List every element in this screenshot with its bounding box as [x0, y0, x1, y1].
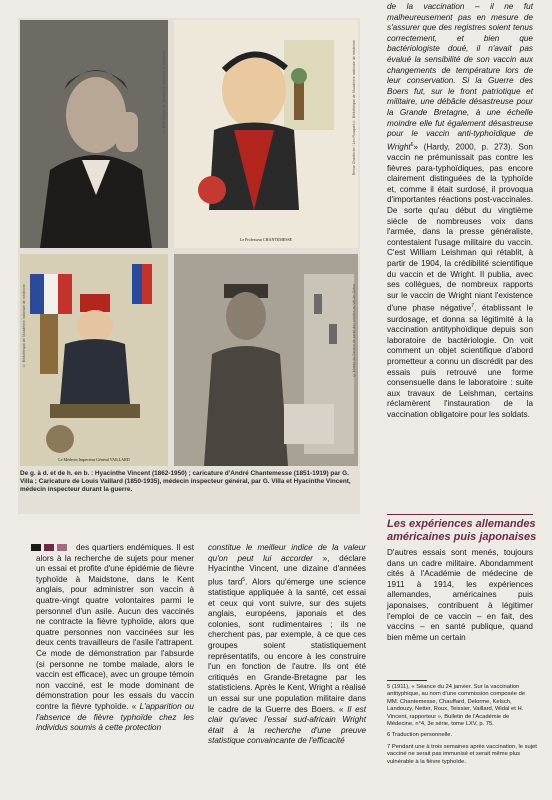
caricature-illustration	[174, 20, 358, 248]
body-text: , établissant le surdosage, et donna sa légitimité à la vaccination antityphoïdique depuis son laboratoire de bactériologie. On voit comment un objet scientifique d'abord prometteur a connu un discrédit par des essais puis retrouvé une forme consensuelle dans le laboratoire : suite aux travaux de Leishman, certains réclamèrent l'instauration de la vaccination obligatoire pour les soldats.	[387, 304, 533, 420]
portrait-vincent-uniform	[174, 254, 358, 466]
photo-caption: De g. à d. et de h. en b. : Hyacinthe Vincent (1862-1950) ; caricature d'André Chantemesse (1851-1919) par G. Villa ; Caricature de Louis Vaillard (1850-1935), médecin inspecteur général, par G. Villa et Hyacinthe Vincent, médecin inspecteur durant la guerre.	[20, 470, 351, 493]
footnote-ref: 6	[410, 141, 414, 148]
photo-collage	[18, 18, 360, 514]
caricature-vaillard	[20, 254, 168, 466]
caricature-chantemesse	[174, 20, 358, 248]
photo-credit: © Musée du Service de santé des armées au Val-de-Grâce	[352, 284, 356, 378]
footnote-ref: 7	[471, 303, 475, 310]
paragraph	[387, 2, 533, 421]
footnote: 5 (1911), « Séance du 24 janvier. Sur la vaccination antityphique, au nom d'une commission composée de MM. Chantemesse, Chauffard, Delorme, Kelsch, Landouzy, Netter, Roux, Teissier, Vaillard, Widal et H. Vincent, rapporteur », Bulletin de l'Académie de Médecine, n°4, 3e série, tome LXV, p. 75.	[387, 684, 526, 728]
quote-text: constitue le meilleur indice de la valeur qu'on peut lui accorder	[208, 543, 366, 563]
text-column-bottom-left	[36, 543, 194, 734]
paragraph	[36, 543, 194, 734]
paragraph	[208, 543, 366, 747]
paragraph: D'autres essais sont menés, toujours dans un cadre militaire. Abondamment cités à l'Académie de médecine de 1911 à 1914, les expériences allemandes, américaines puis japonaises, contribuent à légitimer l'emploi de ce vaccin – en fait, des vaccins – en santé publique, quand bien même un certain	[387, 548, 533, 642]
text-column-right-top	[387, 2, 533, 421]
photo-credit: © Bibliothèque de l'Académie nationale de médecine	[22, 284, 26, 368]
body-text: . Alors qu'émerge une science statistique appliquée à la santé, cet essai et ceux qui vont suivre, sur des sujets anglais, européens, japonais et des colonies, sont rudimentaires ; ils ne cherchent pas, par exemple, à ce que ces groupes soient statistiquement représentatifs, ou encore à les construire l'un en fonction de l'autre. Ils ont été critiqués en Grande-Bretagne par les statisticiens. Après le Kent, Wright a réalisé un essai sur une population militaire dans le cadre de la Guerre des Boers. «	[208, 577, 366, 714]
quote-text: Il est clair qu'avec l'essai sud-africain Wright était à la recherche d'une preuve statistique convaincante de l'efficacité	[208, 704, 366, 746]
photo-credit: Revue Chantecler / Leo Rouquet © Bibliothèque de l'Académie nationale de médecine	[352, 40, 356, 176]
photo-credit: © Bibliothèque de l'Académie nationale de médecine	[162, 50, 166, 134]
heading-rule	[387, 514, 533, 515]
section-heading: Les expériences allemandes américaines puis japonaises	[387, 518, 537, 543]
caricature-illustration	[20, 254, 168, 466]
cartoon-title: Le Médecin Inspecteur Général VAILLARD	[58, 457, 130, 462]
body-text: » (Hardy, 2000, p. 273). Son vaccin ne prémunissait pas contre les fièvres para-typhoïdiques, pas encore clairement distinguées de la typhoïde et, comme il était surdosé, il provoqua d'importantes réactions post-vaccinales. De sorte qu'au début du vingtième siècle de nombreuses voix dans l'armée, dans la presse généraliste, contestaient l'usage militaire du vaccin. C'est William Leishman qui rétablit, à partir de 1904, la crédibilité scientifique du vaccin et de Wright. Il publia, avec ses collègues, de nombreux rapports sur le vaccin de Wright niant l'existence d'une phase négative	[387, 142, 533, 314]
text-column-bottom-middle	[208, 543, 366, 747]
text-column-right-bottom	[387, 548, 533, 643]
portrait-illustration	[20, 20, 168, 248]
quote-text: L'apparition ou l'absence de fièvre typhoïde chez les individus soumis à cette protection	[36, 701, 194, 733]
footnote: 7 Pendant une à trois semaines après vaccination, le sujet vacciné ne serait pas immunisé et serait même plus vulnérable à la fièvre typhoïde.	[387, 743, 537, 765]
body-text: », déclare Hyacinthe Vincent, une dizaine d'années plus tard	[208, 553, 366, 587]
cartoon-title: Le Professeur CHANTEMESSE	[239, 237, 293, 242]
body-text: des quartiers endémiques. Il est alors à la recherche de sujets pour mener un essai et profite d'une épidémie de fièvre typhoïde à Maidstone, dans le Kent anglais, pour administrer son vaccin à quatre-vingt quatre volontaires parmi le personnel d'un asile. Aucun des vaccinés ne contracte la fièvre typhoïde, alors que quatre personnes non vaccinées sur les deux cents travailleurs de l'asile l'attrapent. Ce mode de démonstration par l'absurde (si personne ne tombe malade, alors le vaccin est efficace), avec un groupe témoin non vacciné, est le mode dominant de démonstration pour les essais du vaccin contre la fièvre typhoïde. «	[36, 543, 194, 711]
footnote-ref: 5	[242, 576, 246, 583]
quote-text: de la vaccination	[387, 2, 465, 11]
portrait-illustration	[174, 254, 358, 466]
quote-text: – il ne fut malheureusement pas en mesure de s'assurer que des registres soient tenus correctement, et bien que bactériologiste doué, il n'avait pas évalué la sensibilité de son vaccin aux changements de température lors de leur conservation. Si la Guerre des Boers fut, sur le front patriotique et militaire, une débâcle désastreuse pour la Grande Bretagne, à une échelle moindre elle fut également désastreuse pour le vaccin anti-typhoïdique de Wright	[387, 2, 533, 152]
footnotes	[387, 684, 537, 770]
footnote-rule	[387, 680, 427, 681]
footnote: 6 Traduction personnelle.	[387, 732, 453, 739]
portrait-hyacinthe-vincent	[20, 20, 168, 248]
